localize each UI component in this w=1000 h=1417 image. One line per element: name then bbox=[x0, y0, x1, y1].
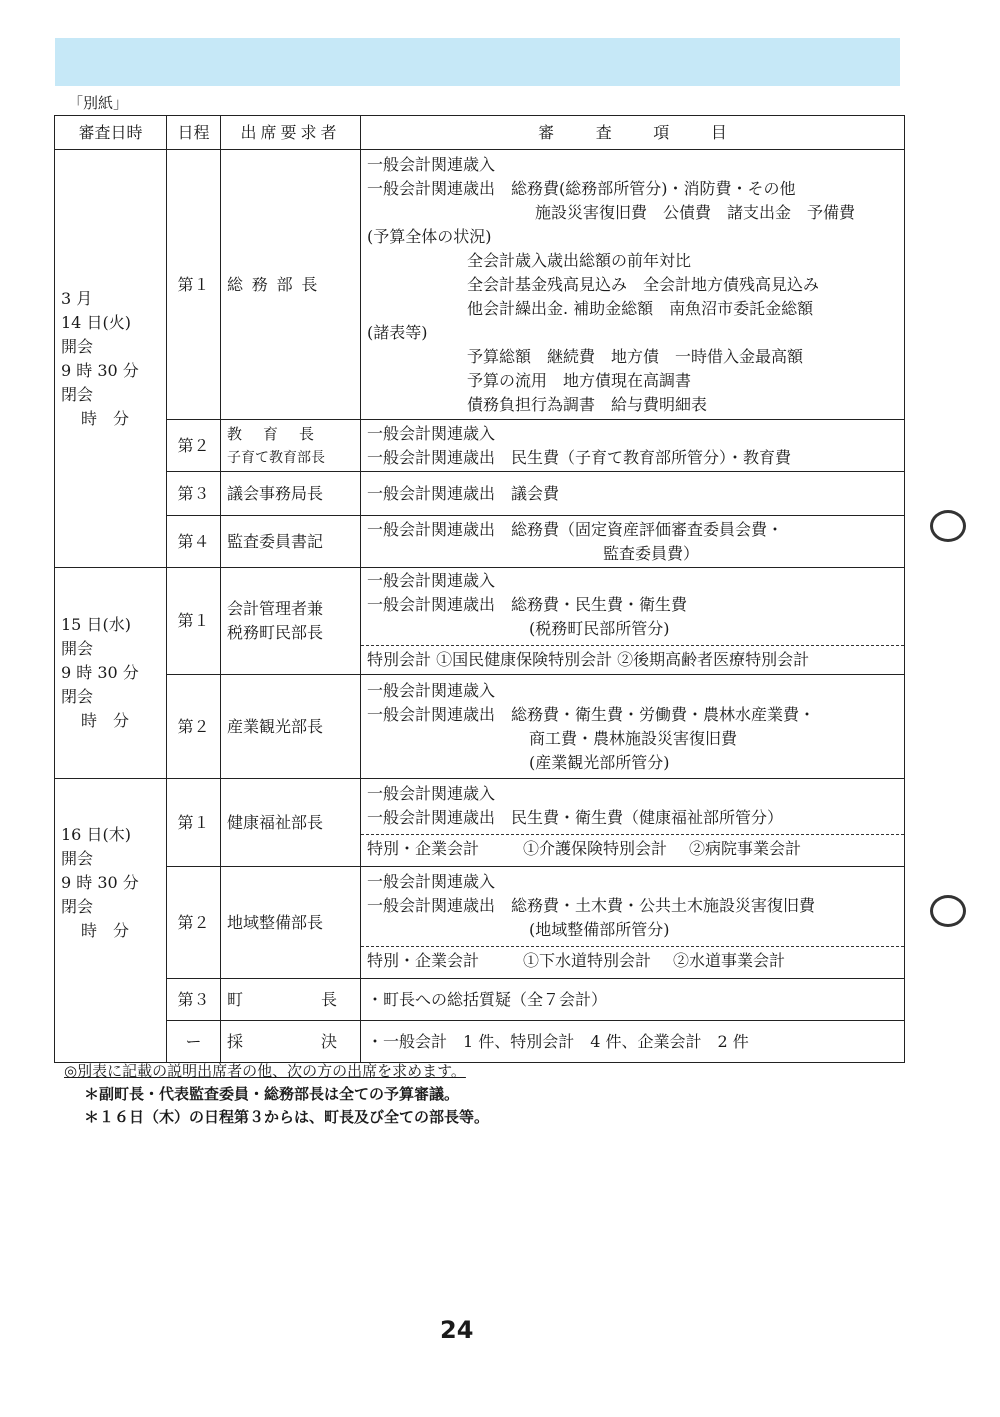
item-line: (税務町民部所管分) bbox=[529, 618, 670, 638]
attendee-cell bbox=[221, 568, 361, 675]
item-line: 全会計基金残高見込み 全会計地方債残高見込み bbox=[467, 274, 820, 294]
date-cell-15 bbox=[55, 568, 167, 779]
item-line: 一般会計関連歳入 bbox=[367, 423, 496, 443]
attendee-cell bbox=[221, 1021, 361, 1063]
special-label: 特別・企業会計 bbox=[367, 951, 480, 970]
table-row bbox=[55, 979, 905, 1021]
date-line: 15 日(水) bbox=[61, 615, 131, 634]
item-line: 一般会計関連歳出 総務費・土木費・公共土木施設災害復旧費 bbox=[367, 896, 816, 915]
date-line: 開会 bbox=[61, 849, 94, 868]
attendee-text: 子育て教育部長 bbox=[227, 449, 325, 466]
punch-hole-icon bbox=[930, 510, 966, 542]
header-band bbox=[55, 38, 900, 86]
attendee-cell bbox=[221, 150, 361, 420]
item-line: (産業観光部所管分) bbox=[529, 752, 670, 772]
table-row bbox=[55, 420, 905, 472]
item-line: 予算の流用 地方債現在高調書 bbox=[467, 370, 692, 390]
special-account-line: 特別会計 ①国民健康保険特別会計 ②後期高齢者医療特別会計 bbox=[361, 645, 904, 672]
day-cell: 第３ bbox=[167, 472, 221, 516]
items-cell bbox=[361, 150, 905, 420]
date-line: 開会 bbox=[61, 639, 94, 658]
note-line: ◎別表に記載の説明出席者の他、次の方の出席を求めます。 bbox=[64, 1062, 466, 1080]
note-line: ＊副町長・代表監査委員・総務部長は全ての予算審議。 bbox=[84, 1085, 460, 1103]
day-cell: 第４ bbox=[167, 516, 221, 568]
item-line: 一般会計関連歳出 民生費・衛生費（健康福祉部所管分） bbox=[367, 808, 784, 827]
date-line: 開会 bbox=[61, 336, 94, 356]
item-line: ・一般会計 1 件、特別会計 4 件、企業会計 2 件 bbox=[367, 1031, 749, 1051]
attendee-cell bbox=[221, 420, 361, 472]
table-row bbox=[55, 516, 905, 568]
table-row bbox=[55, 779, 905, 867]
col-header-items: 審査項目 bbox=[361, 116, 905, 150]
items-cell bbox=[361, 420, 905, 472]
attendee-text: 長 bbox=[320, 989, 337, 1009]
date-line: 3 月 bbox=[61, 288, 93, 308]
col-header-day: 日程 bbox=[167, 116, 221, 150]
date-line: 時 分 bbox=[81, 408, 130, 428]
items-cell bbox=[361, 1021, 905, 1063]
item-line: 債務負担行為調書 給与費明細表 bbox=[467, 394, 708, 414]
day-cell: 第２ bbox=[167, 867, 221, 979]
date-line: 9 時 30 分 bbox=[61, 360, 139, 380]
attendee-text: 税務町民部長 bbox=[227, 623, 324, 642]
item-line: 一般会計関連歳出 議会費 bbox=[367, 483, 560, 503]
schedule-table bbox=[54, 115, 905, 1063]
item-line: 一般会計関連歳入 bbox=[367, 784, 496, 803]
item-line: 一般会計関連歳出 総務費・民生費・衛生費 bbox=[367, 594, 688, 614]
date-line: 閉会 bbox=[61, 384, 94, 404]
item-line: (諸表等) bbox=[367, 322, 428, 342]
attendee-cell: 監査委員書記 bbox=[221, 516, 361, 568]
item-line: 商工費・農林施設災害復旧費 bbox=[529, 728, 738, 748]
date-cell-14 bbox=[55, 150, 167, 568]
table-row bbox=[55, 472, 905, 516]
special-item: ①介護保険特別会計 bbox=[523, 839, 668, 858]
attendee-cell: 健康福祉部長 bbox=[221, 779, 361, 867]
item-line: 一般会計関連歳入 bbox=[367, 154, 496, 174]
attendee-cell: 産業観光部長 bbox=[221, 675, 361, 779]
attendee-text: 決 bbox=[320, 1031, 337, 1051]
page-number: 24 bbox=[440, 1316, 474, 1344]
attendee-cell: 地域整備部長 bbox=[221, 867, 361, 979]
attendee-name bbox=[227, 1030, 337, 1054]
day-cell: 第１ bbox=[167, 150, 221, 420]
item-line: 一般会計関連歳出 総務費（固定資産評価審査委員会費・ bbox=[367, 519, 784, 539]
special-item: ①下水道特別会計 bbox=[523, 951, 652, 970]
items-cell bbox=[361, 472, 905, 516]
date-line: 閉会 bbox=[61, 897, 94, 916]
col-header-date: 審査日時 bbox=[55, 116, 167, 150]
item-line: 全会計歳入歳出総額の前年対比 bbox=[467, 250, 692, 270]
notes bbox=[64, 1060, 489, 1129]
table-header-row bbox=[55, 116, 905, 150]
item-line: 施設災害復旧費 公債費 諸支出金 予備費 bbox=[535, 202, 856, 222]
item-line: 一般会計関連歳出 総務費(総務部所管分)・消防費・その他 bbox=[367, 178, 796, 198]
day-cell: ー bbox=[167, 1021, 221, 1063]
attendee-text: 会計管理者兼 bbox=[227, 599, 324, 618]
day-cell: 第３ bbox=[167, 979, 221, 1021]
item-line: 一般会計関連歳出 民生費（子育て教育部所管分）・教育費 bbox=[367, 447, 792, 467]
items-cell bbox=[361, 568, 905, 675]
item-line: 一般会計関連歳入 bbox=[367, 570, 496, 590]
table-row bbox=[55, 867, 905, 979]
attendee-text: 町 bbox=[227, 989, 244, 1009]
attendee-name bbox=[227, 988, 337, 1012]
date-line: 16 日(木) bbox=[61, 825, 131, 844]
date-cell-16 bbox=[55, 779, 167, 1063]
day-cell: 第１ bbox=[167, 779, 221, 867]
item-line: (地域整備部所管分) bbox=[529, 920, 670, 939]
attendee-cell: 議会事務局長 bbox=[221, 472, 361, 516]
special-item: ②病院事業会計 bbox=[689, 839, 802, 858]
table-row bbox=[55, 568, 905, 675]
day-cell: 第２ bbox=[167, 420, 221, 472]
item-line: 一般会計関連歳出 総務費・衛生費・労働費・農林水産業費・ bbox=[367, 704, 816, 724]
table-row bbox=[55, 675, 905, 779]
col-header-attendee: 出席要求者 bbox=[221, 116, 361, 150]
special-account-line bbox=[361, 946, 904, 973]
date-line: 時 分 bbox=[81, 711, 130, 730]
special-label: 特別・企業会計 bbox=[367, 839, 480, 858]
table-row bbox=[55, 1021, 905, 1063]
note-line: ＊１６日（木）の日程第３からは、町長及び全ての部長等。 bbox=[84, 1108, 490, 1126]
date-line: 時 分 bbox=[81, 921, 130, 940]
attendee-text: 教育長 bbox=[227, 424, 336, 443]
special-item: ②水道事業会計 bbox=[673, 951, 786, 970]
special-account-line bbox=[361, 834, 904, 861]
attendee-name bbox=[227, 273, 337, 297]
date-line: 14 日(火) bbox=[61, 312, 131, 332]
items-cell bbox=[361, 867, 905, 979]
date-line: 閉会 bbox=[61, 687, 94, 706]
punch-hole-icon bbox=[930, 895, 966, 927]
date-line: 9 時 30 分 bbox=[61, 873, 139, 892]
attachment-label: 「別紙」 bbox=[68, 94, 129, 112]
date-line: 9 時 30 分 bbox=[61, 663, 139, 682]
item-line: 一般会計関連歳入 bbox=[367, 680, 496, 700]
day-cell: 第１ bbox=[167, 568, 221, 675]
items-cell bbox=[361, 979, 905, 1021]
items-cell bbox=[361, 516, 905, 568]
item-line: ・町長への総括質疑（全７会計） bbox=[367, 989, 608, 1009]
item-line: 監査委員費） bbox=[603, 543, 700, 563]
item-line: (予算全体の状況) bbox=[367, 226, 492, 246]
day-cell: 第２ bbox=[167, 675, 221, 779]
item-line: 予算総額 継続費 地方債 一時借入金最高額 bbox=[467, 346, 804, 366]
item-line: 一般会計関連歳入 bbox=[367, 872, 496, 891]
attendee-cell bbox=[221, 979, 361, 1021]
attendee-text: 採 bbox=[227, 1031, 244, 1051]
items-cell bbox=[361, 675, 905, 779]
attendee-text: 総務部長 bbox=[227, 274, 327, 294]
item-line: 他会計繰出金. 補助金総額 南魚沼市委託金総額 bbox=[467, 298, 814, 318]
table-row bbox=[55, 150, 905, 420]
items-cell bbox=[361, 779, 905, 867]
